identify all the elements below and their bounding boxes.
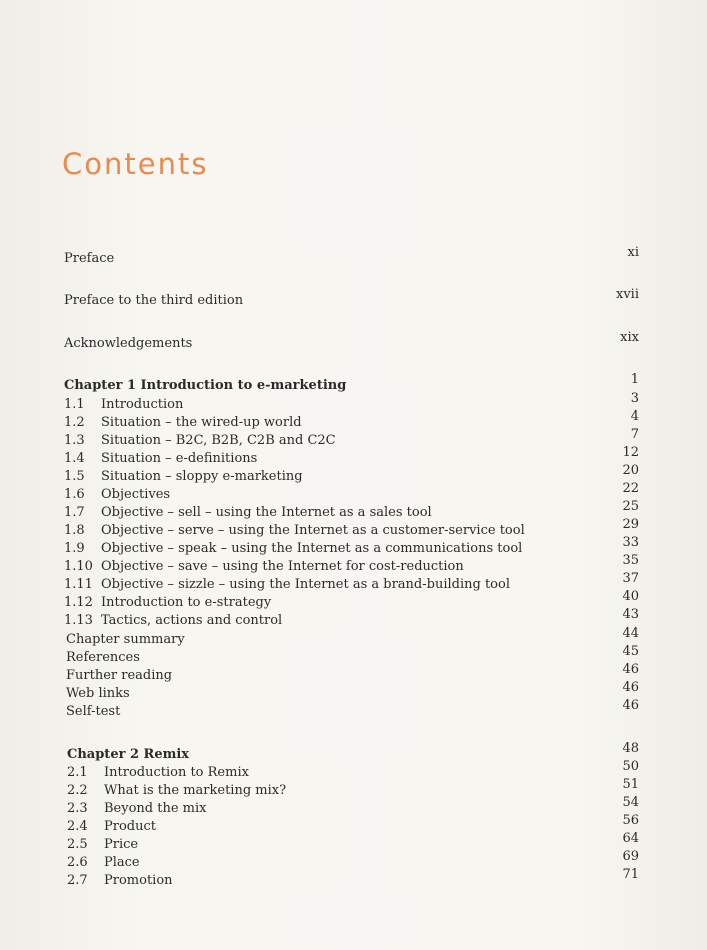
- section-label: Situation – sloppy e-marketing: [101, 469, 303, 484]
- toc-entry-page: 48: [622, 741, 639, 756]
- section-label: Beyond the mix: [104, 801, 207, 816]
- section-label: Product: [104, 819, 156, 834]
- section-number: 1.9: [64, 541, 85, 556]
- section-label: Objectives: [101, 487, 171, 502]
- toc-section-1-4[interactable]: [64, 445, 639, 468]
- toc-entry-acknowledgements[interactable]: [64, 330, 639, 353]
- section-label: What is the marketing mix?: [104, 783, 287, 798]
- toc-section-1-10[interactable]: [64, 553, 639, 576]
- toc-section-2-4[interactable]: [64, 813, 639, 836]
- section-number: 2.7: [67, 873, 88, 888]
- section-number: 2.6: [67, 855, 88, 870]
- toc-section-2-6[interactable]: [64, 849, 639, 872]
- toc-entry-chapter-summary[interactable]: [64, 626, 639, 649]
- section-label: Tactics, actions and control: [101, 613, 283, 628]
- toc-section-1-1[interactable]: [64, 391, 639, 414]
- section-label: Introduction: [101, 397, 184, 412]
- toc-section-2-7[interactable]: [64, 867, 639, 890]
- section-page: 37: [622, 571, 639, 586]
- toc-entry-label: Acknowledgements: [64, 336, 193, 351]
- toc-section-1-2[interactable]: [64, 409, 639, 432]
- section-page: 4: [630, 409, 639, 424]
- section-page: 20: [622, 463, 639, 478]
- toc-entry-page: 46: [622, 662, 639, 677]
- section-page: 25: [622, 499, 639, 514]
- section-label: Situation – the wired-up world: [101, 415, 302, 430]
- section-number: 1.3: [64, 433, 85, 448]
- section-number: 1.11: [64, 577, 93, 592]
- section-number: 1.8: [64, 523, 85, 538]
- toc-entry-label: Chapter summary: [66, 632, 185, 647]
- section-label: Price: [104, 837, 139, 852]
- section-page: 22: [622, 481, 639, 496]
- section-page: 50: [622, 759, 639, 774]
- section-number: 1.2: [64, 415, 85, 430]
- section-number: 2.3: [67, 801, 88, 816]
- section-page: 33: [622, 535, 639, 550]
- section-label: Objective – speak – using the Internet as a communications tool: [101, 541, 523, 556]
- toc-entry-preface-third-edition[interactable]: [64, 287, 639, 310]
- toc-entry-label: Self-test: [66, 704, 121, 719]
- section-page: 43: [622, 607, 639, 622]
- toc-entry-page: 46: [622, 698, 639, 713]
- section-page: 40: [622, 589, 639, 604]
- section-page: 29: [622, 517, 639, 532]
- section-number: 2.1: [67, 765, 88, 780]
- section-number: 1.10: [64, 559, 93, 574]
- toc-entry-further-reading[interactable]: [64, 662, 639, 685]
- toc-section-2-5[interactable]: [64, 831, 639, 854]
- section-label: Situation – e-definitions: [101, 451, 258, 466]
- section-number: 1.7: [64, 505, 85, 520]
- section-label: Objective – save – using the Internet for cost-reduction: [101, 559, 464, 574]
- section-page: 12: [622, 445, 639, 460]
- toc-section-2-2[interactable]: [64, 777, 639, 800]
- section-page: 7: [630, 427, 639, 442]
- toc-entry-page: 44: [622, 626, 639, 641]
- section-page: 54: [622, 795, 639, 810]
- toc-section-1-12[interactable]: [64, 589, 639, 612]
- section-label: Objective – sell – using the Internet as a sales tool: [101, 505, 432, 520]
- toc-entry-label: Web links: [66, 686, 130, 701]
- toc-chapter-1-heading[interactable]: [64, 372, 639, 395]
- section-number: 1.13: [64, 613, 93, 628]
- chapter-title: Chapter 2 Remix: [67, 747, 190, 762]
- toc-entry-page: 45: [622, 644, 639, 659]
- toc-section-1-13[interactable]: [64, 607, 639, 630]
- toc-section-1-5[interactable]: [64, 463, 639, 486]
- section-number: 2.5: [67, 837, 88, 852]
- section-page: 69: [622, 849, 639, 864]
- toc-entry-label: References: [66, 650, 140, 665]
- toc-section-1-8[interactable]: [64, 517, 639, 540]
- chapter-title: Chapter 1 Introduction to e-marketing: [64, 378, 347, 393]
- section-label: Introduction to Remix: [104, 765, 249, 780]
- section-page: 35: [622, 553, 639, 568]
- toc-section-2-3[interactable]: [64, 795, 639, 818]
- toc-entry-web-links[interactable]: [64, 680, 639, 703]
- toc-entry-references[interactable]: [64, 644, 639, 667]
- section-label: Objective – sizzle – using the Internet as a brand-building tool: [101, 577, 510, 592]
- toc-entry-page: 46: [622, 680, 639, 695]
- toc-section-1-7[interactable]: [64, 499, 639, 522]
- toc-section-2-1[interactable]: [64, 759, 639, 782]
- section-number: 2.4: [67, 819, 88, 834]
- section-label: Promotion: [104, 873, 173, 888]
- toc-section-1-11[interactable]: [64, 571, 639, 594]
- toc-entry-preface[interactable]: [64, 245, 639, 268]
- page-title: Contents: [62, 147, 209, 182]
- section-page: 64: [622, 831, 639, 846]
- section-page: 56: [622, 813, 639, 828]
- toc-entry-self-test[interactable]: [64, 698, 639, 721]
- toc-chapter-2-heading[interactable]: [64, 741, 639, 764]
- toc-section-1-6[interactable]: [64, 481, 639, 504]
- section-label: Situation – B2C, B2B, C2B and C2C: [101, 433, 336, 448]
- toc-section-1-3[interactable]: [64, 427, 639, 450]
- toc-entry-page: 1: [630, 372, 639, 387]
- section-label: Place: [104, 855, 140, 870]
- section-number: 1.12: [64, 595, 93, 610]
- section-number: 1.5: [64, 469, 85, 484]
- toc-entry-page: xi: [627, 245, 639, 260]
- section-number: 2.2: [67, 783, 88, 798]
- section-number: 1.4: [64, 451, 85, 466]
- section-page: 51: [622, 777, 639, 792]
- section-number: 1.6: [64, 487, 85, 502]
- toc-entry-label: Preface: [64, 251, 115, 266]
- section-page: 71: [622, 867, 639, 882]
- section-label: Objective – serve – using the Internet as a customer-service tool: [101, 523, 525, 538]
- toc-entry-label: Preface to the third edition: [64, 293, 244, 308]
- toc-section-1-9[interactable]: [64, 535, 639, 558]
- toc-entry-page: xix: [620, 330, 639, 345]
- section-label: Introduction to e-strategy: [101, 595, 272, 610]
- toc-entry-page: xvii: [616, 287, 639, 302]
- toc-entry-label: Further reading: [66, 668, 173, 683]
- section-number: 1.1: [64, 397, 85, 412]
- section-page: 3: [630, 391, 639, 406]
